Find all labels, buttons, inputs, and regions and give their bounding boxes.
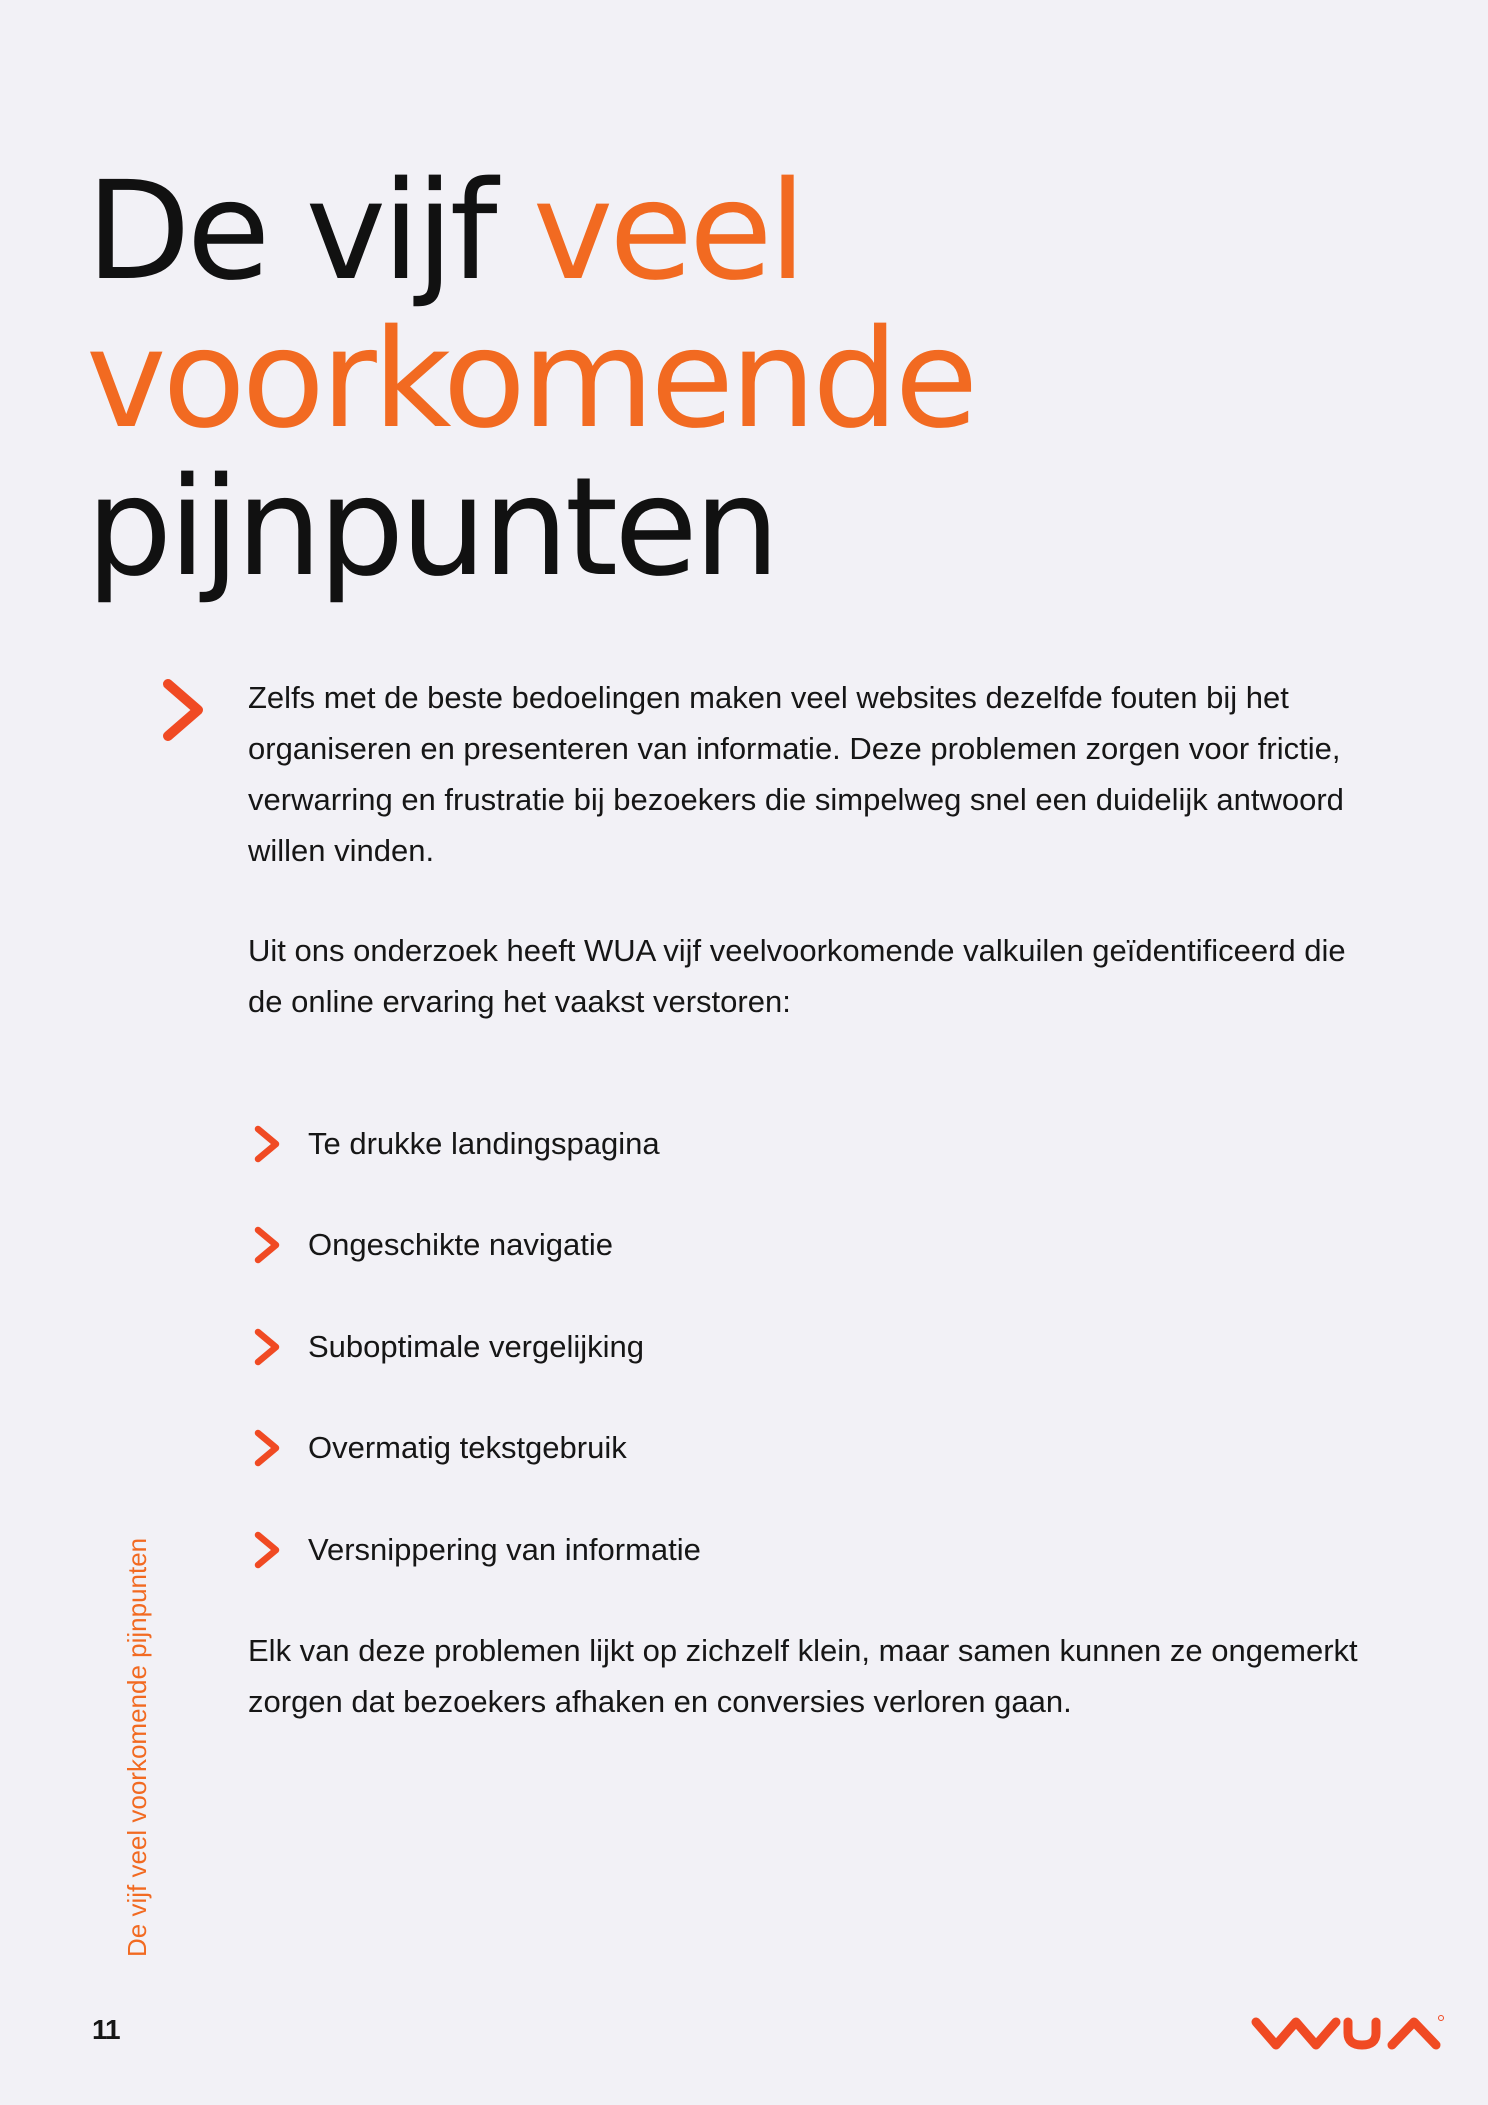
title-accent-voorkomende: voorkomende <box>86 301 975 459</box>
intro-paragraph: Zelfs met de beste bedoelingen maken veel websites dezelfde fouten bij het organiseren en presenteren van informatie. Deze problemen zorgen voor frictie, verwarring en frustratie bij bezoekers die simpelweg snel een duidelijk antwoord willen vinden. <box>248 680 1344 868</box>
page-number: 11 <box>92 2014 120 2045</box>
chevron-right-icon <box>252 1530 282 1570</box>
pain-point-label: Suboptimale vergelijking <box>308 1328 645 1364</box>
list-item <box>252 1195 701 1297</box>
page-title <box>86 153 975 607</box>
chevron-right-icon <box>252 1124 282 1164</box>
pain-point-label: Te drukke landingspagina <box>308 1125 660 1161</box>
pain-points-list <box>252 1093 701 1601</box>
chevron-right-icon <box>252 1428 282 1468</box>
list-item <box>252 1398 701 1500</box>
list-item <box>252 1093 701 1195</box>
pain-point-label: Ongeschikte navigatie <box>308 1227 614 1263</box>
title-prefix: De vijf <box>86 153 533 311</box>
pain-point-label: Overmatig tekstgebruik <box>308 1430 627 1466</box>
list-item <box>252 1499 701 1601</box>
title-accent-veel: veel <box>532 153 803 311</box>
title-pijnpunten: pijnpunten <box>86 449 777 607</box>
pain-point-label: Versnippering van informatie <box>308 1531 701 1567</box>
section-side-label: De vijf veel voorkomende pijnpunten <box>122 1537 152 1957</box>
outro-paragraph: Elk van deze problemen lijkt op zichzelf klein, maar samen kunnen ze ongemerkt zorgen dat bezoekers afhaken en conversies verloren gaan. <box>248 1633 1358 1719</box>
chevron-right-icon <box>252 1225 282 1265</box>
chevron-right-icon <box>252 1327 282 1367</box>
intro-paragraph-research: Uit ons onderzoek heeft WUA vijf veelvoorkomende valkuilen geïdentificeerd die de online ervaring het vaakst verstoren: <box>248 933 1346 1019</box>
wua-logo <box>1250 2013 1446 2053</box>
chevron-right-icon <box>160 678 206 742</box>
list-item <box>252 1296 701 1398</box>
